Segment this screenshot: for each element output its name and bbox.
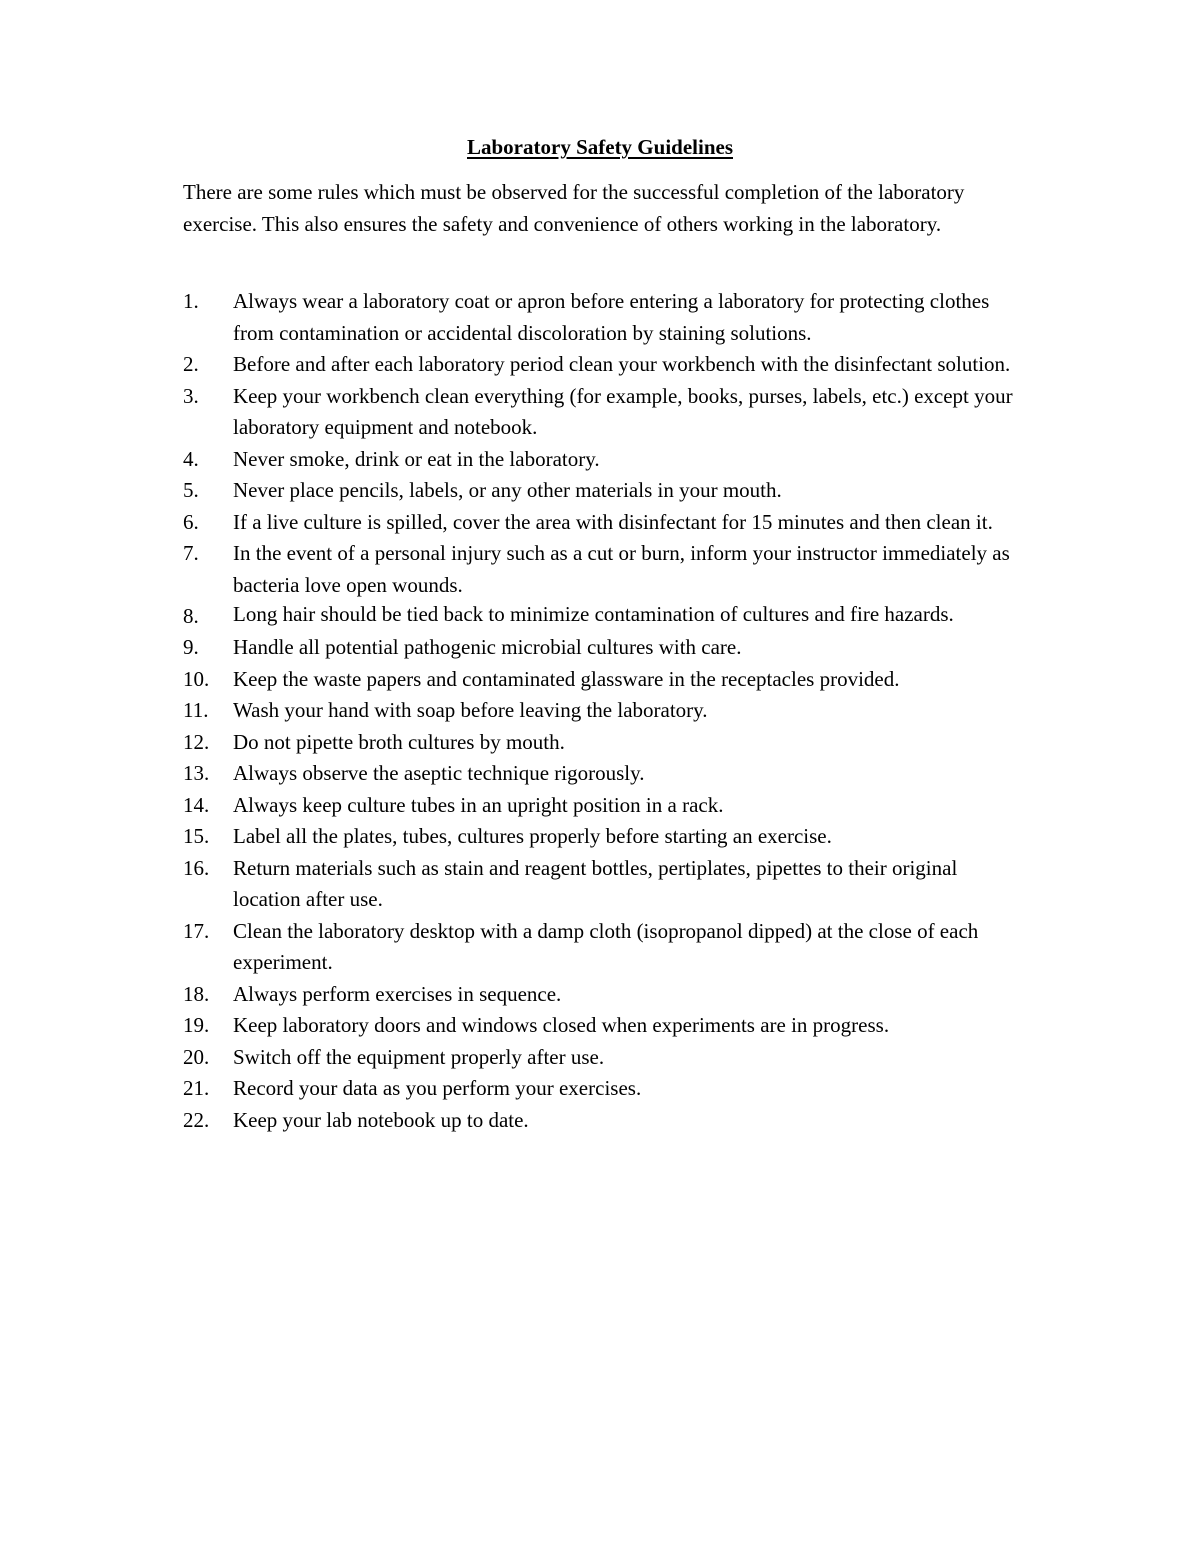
list-item-text: Handle all potential pathogenic microbial cultures with care.: [233, 635, 742, 659]
list-item-number: 8.: [183, 604, 199, 628]
list-item-number: 7.: [183, 541, 199, 565]
list-item-number: 15.: [183, 824, 210, 848]
list-item-number: 3.: [183, 383, 199, 408]
rules-list: [183, 286, 1018, 1136]
list-item-number: 10.: [183, 666, 210, 691]
list-item-text: Never smoke, drink or eat in the laboratory.: [233, 446, 600, 471]
list-item-number: 18.: [183, 981, 210, 1006]
list-item: [183, 1105, 1018, 1137]
list-item-text: Always keep culture tubes in an upright position in a rack.: [233, 792, 724, 817]
list-item: [183, 286, 1018, 349]
list-item-text: Wash your hand with soap before leaving the laboratory.: [233, 698, 708, 722]
list-item-text: Always observe the aseptic technique rigorously.: [233, 761, 645, 785]
list-item: [183, 695, 1018, 727]
list-item-number: 14.: [183, 792, 210, 817]
list-item: [183, 349, 1018, 381]
list-item: [183, 1010, 1018, 1042]
list-item-text: Label all the plates, tubes, cultures properly before starting an exercise.: [233, 824, 832, 848]
intro-paragraph: There are some rules which must be observed for the successful completion of the laboratory exercise. This also ensures the safety and convenience of others working in the laboratory.: [183, 180, 965, 236]
list-item-text: Record your data as you perform your exercises.: [233, 1076, 642, 1100]
list-item-number: 22.: [183, 1107, 210, 1132]
list-item-number: 2.: [183, 352, 199, 376]
list-item-text: Do not pipette broth cultures by mouth.: [233, 729, 565, 754]
list-item: [183, 601, 1018, 632]
list-item-text: Keep the waste papers and contaminated glassware in the receptacles provided.: [233, 666, 900, 691]
list-item: [183, 853, 1018, 916]
list-item: [183, 632, 1018, 664]
list-item-number: 6.: [183, 509, 199, 534]
page-title: [0, 132, 1200, 162]
list-item-number: 17.: [183, 918, 210, 943]
list-item-text: Always perform exercises in sequence.: [233, 981, 562, 1006]
list-item-number: 16.: [183, 855, 210, 880]
list-item: [183, 444, 1018, 476]
list-item: [183, 821, 1018, 853]
list-item: [183, 1073, 1018, 1105]
list-item-number: 19.: [183, 1013, 210, 1037]
list-item: [183, 475, 1018, 507]
list-item: [183, 979, 1018, 1011]
list-item: [183, 790, 1018, 822]
list-item: [183, 507, 1018, 539]
list-item: [183, 664, 1018, 696]
list-item-text: If a live culture is spilled, cover the area with disinfectant for 15 minutes and then clean it.: [233, 509, 993, 534]
list-item-text: Keep your lab notebook up to date.: [233, 1107, 529, 1132]
list-item-number: 1.: [183, 289, 199, 313]
list-item-number: 20.: [183, 1044, 210, 1069]
list-item-text: Always wear a laboratory coat or apron before entering a laboratory for protecting clothes from contamination or accidental discoloration by staining solutions.: [233, 289, 990, 345]
list-item-text: In the event of a personal injury such as a cut or burn, inform your instructor immediately as bacteria love open wounds.: [233, 541, 1010, 597]
list-item-number: 21.: [183, 1076, 210, 1100]
list-item: [183, 916, 1018, 979]
list-item-text: Before and after each laboratory period clean your workbench with the disinfectant solution.: [233, 352, 1011, 376]
list-item-text: Keep laboratory doors and windows closed when experiments are in progress.: [233, 1013, 890, 1037]
list-item-number: 4.: [183, 446, 199, 471]
list-item-text: Clean the laboratory desktop with a damp cloth (isopropanol dipped) at the close of each experiment.: [233, 918, 979, 974]
list-item-text: Never place pencils, labels, or any other materials in your mouth.: [233, 478, 782, 502]
list-item-text: Return materials such as stain and reagent bottles, pertiplates, pipettes to their original location after use.: [233, 855, 958, 911]
list-item: [183, 1042, 1018, 1074]
list-item-text: Keep your workbench clean everything (for example, books, purses, labels, etc.) except your laboratory equipment and notebook.: [233, 383, 1013, 439]
list-item-number: 12.: [183, 729, 210, 754]
list-item: [183, 727, 1018, 759]
page-title-text: Laboratory Safety Guidelines: [467, 135, 733, 159]
list-item-number: 11.: [183, 698, 209, 722]
list-item: [183, 758, 1018, 790]
list-item: [183, 381, 1018, 444]
list-item-number: 5.: [183, 478, 199, 502]
list-item-number: 13.: [183, 761, 210, 785]
list-item-text: Long hair should be tied back to minimize contamination of cultures and fire hazards.: [233, 602, 954, 626]
list-item-text: Switch off the equipment properly after use.: [233, 1044, 605, 1069]
list-item-number: 9.: [183, 635, 199, 659]
list-item: [183, 538, 1018, 601]
